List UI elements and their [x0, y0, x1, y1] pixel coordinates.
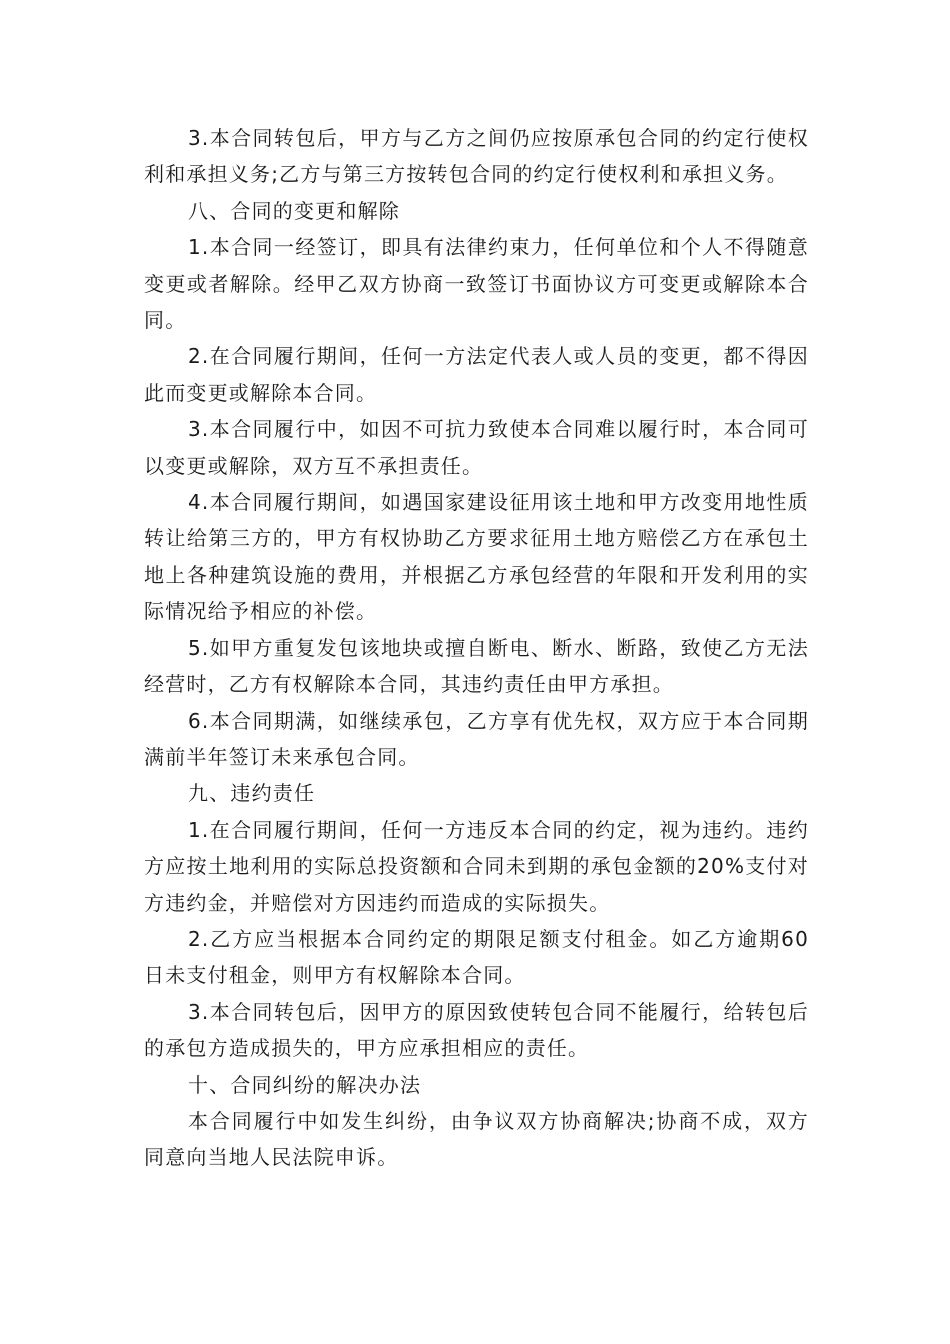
clause-8-3: 3.本合同履行中，如因不可抗力致使本合同难以履行时，本合同可以变更或解除，双方互不承担责任。 — [144, 417, 809, 478]
document-body — [144, 120, 809, 1176]
clause-9-3: 3.本合同转包后，因甲方的原因致使转包合同不能履行，给转包后的承包方造成损失的，甲方应承担相应的责任。 — [144, 999, 809, 1061]
section-heading-9: 九、违约责任 — [188, 781, 316, 806]
clause-8-2: 2.在合同履行期间，任何一方法定代表人或人员的变更，都不得因此而变更或解除本合同。 — [144, 344, 809, 405]
section-heading-10: 十、合同纠纷的解决办法 — [188, 1072, 422, 1097]
clause-9-2: 2.乙方应当根据本合同约定的期限足额支付租金。如乙方逾期60日未支付租金，则甲方有权解除本合同。 — [144, 926, 809, 988]
clause-8-6: 6.本合同期满，如继续承包，乙方享有优先权，双方应于本合同期满前半年签订未来承包合同。 — [144, 708, 809, 769]
clause-10-1: 本合同履行中如发生纠纷，由争议双方协商解决;协商不成，双方同意向当地人民法院申诉。 — [144, 1108, 809, 1170]
clause-9-1: 1.在合同履行期间，任何一方违反本合同的约定，视为违约。违约方应按土地利用的实际总投资额和合同未到期的承包金额的20%支付对方违约金，并赔偿对方因违约而造成的实际损失。 — [144, 817, 809, 915]
clause-7-3: 3.本合同转包后，甲方与乙方之间仍应按原承包合同的约定行使权利和承担义务;乙方与第三方按转包合同的约定行使权利和承担义务。 — [144, 126, 809, 187]
clause-8-1: 1.本合同一经签订，即具有法律约束力，任何单位和个人不得随意变更或者解除。经甲乙双方协商一致签订书面协议方可变更或解除本合同。 — [144, 235, 809, 333]
clause-8-4: 4.本合同履行期间，如遇国家建设征用该土地和甲方改变用地性质转让给第三方的，甲方有权协助乙方要求征用土地方赔偿乙方在承包土地上各种建筑设施的费用，并根据乙方承包经营的年限和开发利用的实际情况给予相应的补偿。 — [144, 490, 809, 624]
section-heading-8: 八、合同的变更和解除 — [188, 198, 400, 223]
clause-8-5: 5.如甲方重复发包该地块或擅自断电、断水、断路，致使乙方无法经营时，乙方有权解除本合同，其违约责任由甲方承担。 — [144, 635, 809, 697]
